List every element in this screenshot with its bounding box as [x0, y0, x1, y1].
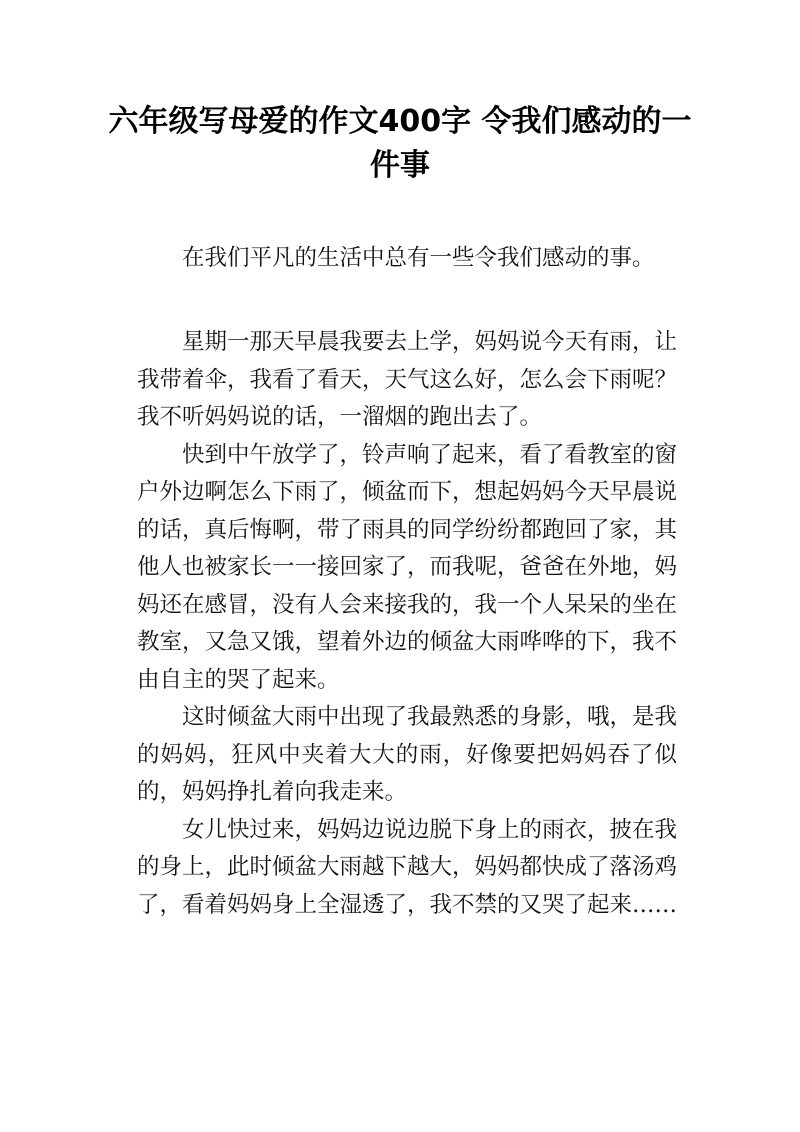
paragraph-1: 在我们平凡的生活中总有一些令我们感动的事。 — [182, 245, 655, 271]
paragraph-5: 女儿快过来，妈妈边说边脱下身上的雨衣，披在我的身上，此时倾盆大雨越下越大，妈妈都快成了落汤鸡了，看着妈妈身上全湿透了，我不禁的又哭了起来…… — [137, 816, 678, 918]
paragraph-group — [137, 324, 677, 924]
paragraph-2: 星期一那天早晨我要去上学，妈妈说今天有雨，让我带着伞，我看了看天，天气这么好，怎么会下雨呢？我不听妈妈说的话，一溜烟的跑出去了。 — [137, 329, 678, 430]
paragraph-4: 这时倾盆大雨中出现了我最熟悉的身影，哦，是我的妈妈，狂风中夹着大大的雨，好像要把妈妈吞了似的，妈妈挣扎着向我走来。 — [137, 704, 678, 805]
paragraph-3: 快到中午放学了，铃声响了起来，看了看教室的窗户外边啊怎么下雨了，倾盆而下，想起妈妈今天早晨说的话，真后悔啊，带了雨具的同学纷纷都跑回了家，其他人也被家长一一接回家了，而我呢，爸爸在外地，妈妈还在感冒，没有人会来接我的，我一个人呆呆的坐在教室，又急又饿，望着外边的倾盆大雨哗哗的下，我不由自主的哭了起来。 — [137, 441, 678, 693]
document-title: 六年级写母爱的作文400字 令我们感动的一件事 — [108, 104, 692, 183]
